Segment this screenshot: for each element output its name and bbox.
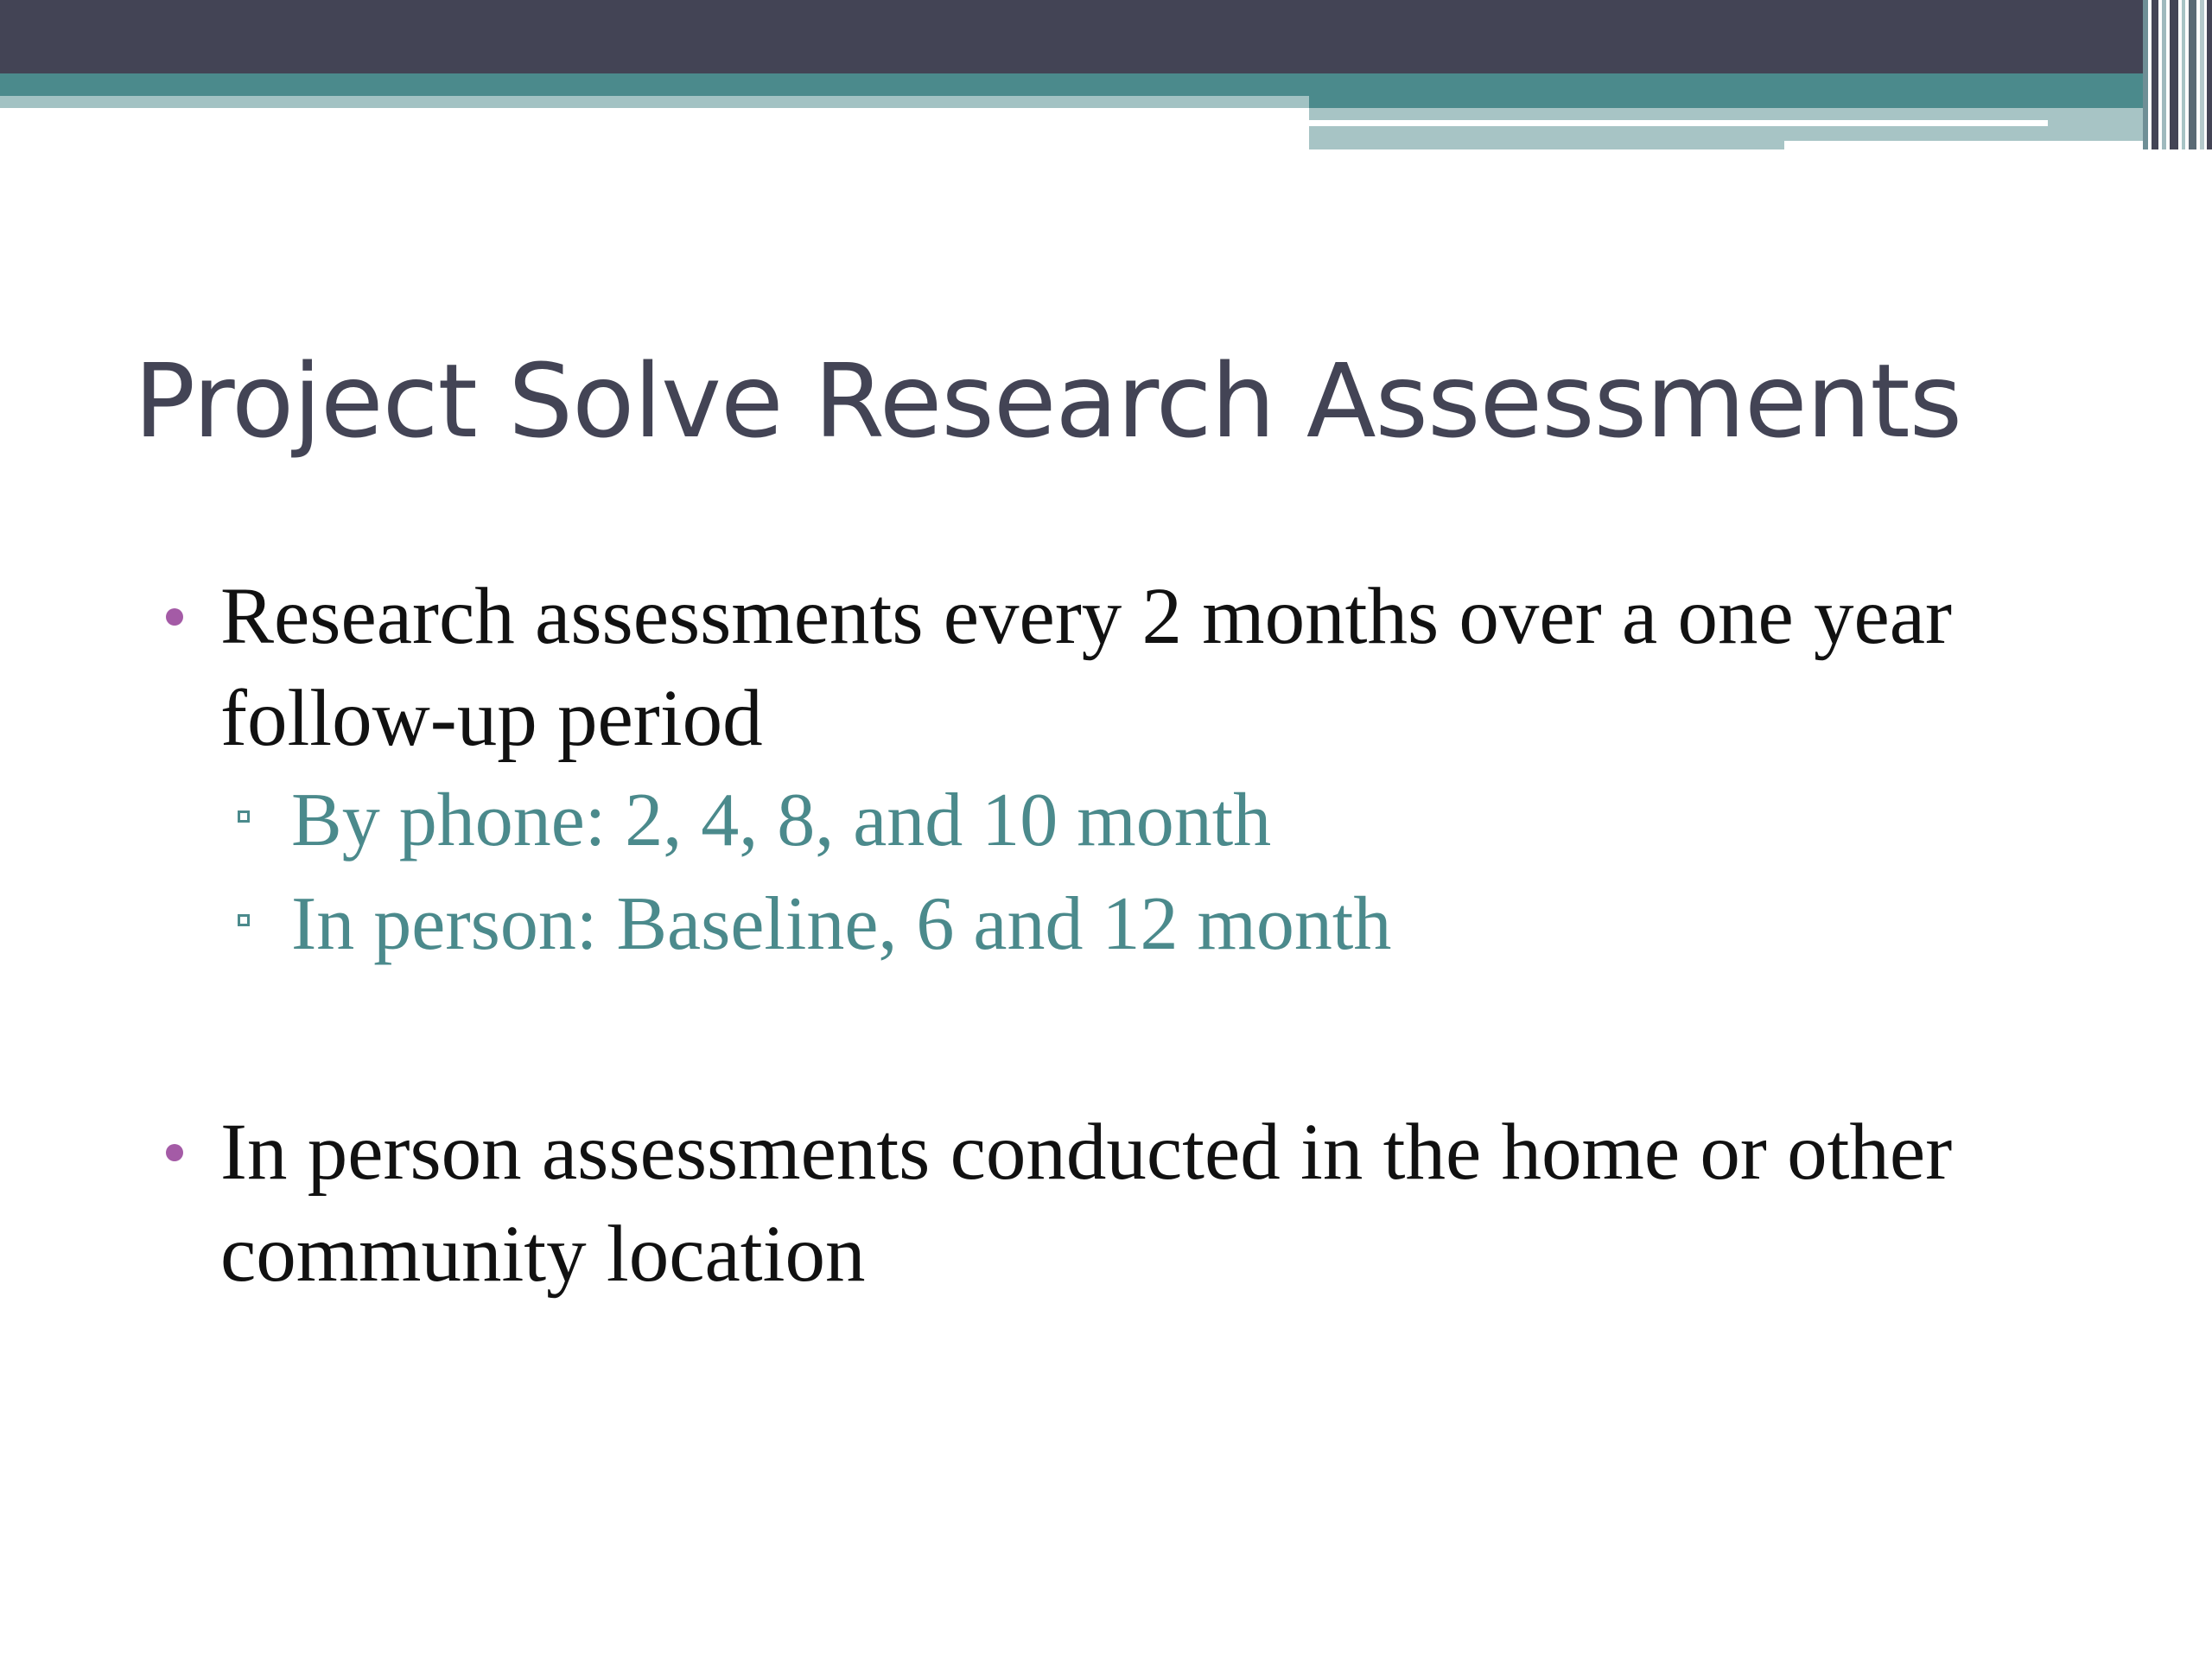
header-teal-band: [0, 73, 1309, 96]
bullet-text: Research assessments every 2 months over a one year follow-up period: [220, 572, 1952, 763]
header-stripes: [2143, 0, 2212, 149]
sub-bullet-text: In person: Baseline, 6 and 12 month: [291, 882, 1392, 966]
slide-title: Project Solve Research Assessments: [134, 341, 1962, 461]
sub-bullet-text: By phone: 2, 4, 8, and 10 month: [291, 779, 1272, 862]
bullet-marker: [166, 1144, 183, 1161]
sub-bullet-marker: [238, 810, 250, 823]
header-white-line: [1309, 120, 2048, 126]
bullet-marker: [166, 608, 183, 626]
sub-bullet-marker: [238, 914, 250, 926]
header-teal-right-band: [1309, 73, 2212, 108]
bullet-text: In person assessments conducted in the home or other community location: [220, 1108, 1953, 1299]
header-teal-light-band: [0, 96, 1309, 108]
header-dark-band: [0, 0, 2212, 73]
